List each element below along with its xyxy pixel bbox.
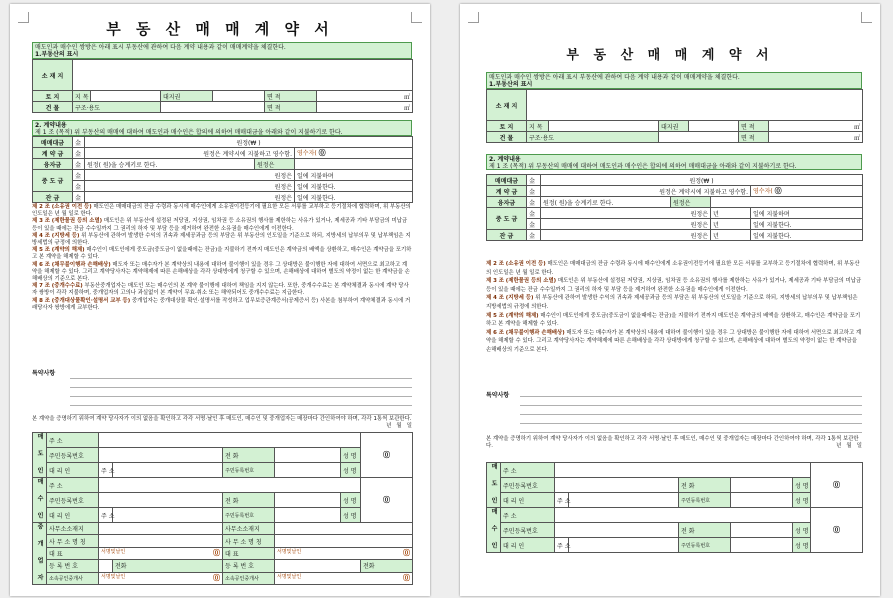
clause-2: 제 2 조 (소유권 이전 등) 매도인은 매매대금의 잔금 수령과 동시에 매수인에게 소유권이전등기에 필요한 모든 서류를 교부하고 등기절차에 협력하며, 위 부동산의 인도일은 년 월 일로 한다. [32, 204, 411, 218]
building-area-unit-2: ㎡ [769, 132, 863, 143]
broker-name-label-2: 사 무 소 명 칭 [223, 535, 275, 547]
sign-year-2: 년 [836, 443, 842, 449]
property-section-heading: 1.부동산의 표시 [35, 51, 79, 58]
article-1-text: 제 1 조 (목적) 위 부동산의 매매에 대하여 매도인과 매수인은 합의에 의하여 매매대금을 아래와 같이 지불하기로 한다. [35, 129, 343, 136]
land-label-2: 토 지 [487, 121, 527, 132]
special-terms-label-2: 특약사항 [486, 392, 510, 399]
buyer-agent-id-field[interactable] [275, 508, 341, 523]
interim-won-mark-2a: 金 [527, 208, 541, 219]
seller-name-label-2: 성 명 [793, 478, 811, 493]
building-structure-field[interactable] [161, 102, 265, 113]
seller-address-field-2[interactable] [555, 463, 811, 478]
balance-label-2: 잔 금 [487, 230, 527, 241]
clause-3: 제 3 조 (제한물권 등의 소멸) 매도인은 위 부동산에 설정된 저당권, 지상권, 임차권 등 소유권의 행사를 제한하는 사유가 있거나, 제세공과 기타 부담금의 미납금 등이 있을 때에는 잔금 수수일까지 그 권리의 하자 및 부담 등을 제거하여 완전한 소유권을 매수인에게 이전한다. [32, 218, 408, 232]
buyer-phone-field-2[interactable] [731, 523, 793, 538]
land-jimok-label: 지 목 [73, 91, 91, 102]
clause-5-right: 제 5 조 (계약의 해제) 매수인이 매도인에게 중도금(중도금이 없을때에는 잔금)을 지불하기 전까지 매도인은 계약금의 배액을 상환하고, 매수인은 계약금을 포기하고 본 계약을 해제할 수 있다. [486, 312, 861, 328]
buyer-agent-label: 대 리 인 [47, 508, 99, 523]
broker-phone-label-2: 전화 [361, 560, 413, 572]
buyer-address-field-2[interactable] [555, 508, 811, 523]
seller-agent-addr-field[interactable] [113, 463, 223, 478]
clause-7: 제 7 조 (중개수수료) 부동산중개업자는 매도인 또는 매수인의 본 계약 불이행에 대하여 책임을 지지 않는다. 또한, 중개수수료는 본 계약체결과 동시에 계약 당사자 쌍방이 각각 지불하며, 중개업자의 고의나 과실없이 본 계약이 무효·취소 또는 해약되어도 중개수수료는 지급한다. [32, 283, 409, 297]
price-won-mark-2: 金 [527, 175, 541, 186]
broker-office-label-2: 사무소소재지 [223, 523, 275, 535]
clauses-block-right [486, 260, 862, 355]
property-table [32, 59, 413, 113]
interim-label: 중 도 금 [33, 170, 73, 192]
seller-address-field[interactable] [99, 433, 361, 448]
broker-name-field[interactable] [99, 535, 223, 547]
sign-day: 일 [406, 423, 412, 429]
seller-agent-label: 대 리 인 [47, 463, 99, 478]
loan-grade-label: 원정은 [255, 159, 295, 170]
clause-3-right: 제 3 조 (제한물권 등의 소멸) 매도인은 위 부동산에 설정된 저당권, 지상권, 임차권 등 소유권의 행사를 제한하는 사유가 있거나, 제세공과 기타 부담금의 미납금 등이 있을 때에는 잔금 수수일까지 그 권리의 하자 및 부담 등을 제거하여 완전한 소유권을 매수인에게 이전한다. [486, 278, 862, 293]
buyer-agent-name-label-2: 성 명 [793, 538, 811, 553]
land-rights-label-2: 대지권 [659, 121, 689, 132]
loan-field-2[interactable]: 원정( 원)을 승계키로 한다. [541, 197, 671, 208]
deposit-won-mark: 金 [73, 148, 85, 159]
buyer-seal-icon-2: ⓪ [811, 508, 863, 553]
seller-label-2: 매 도 인 [487, 463, 501, 508]
seller-agent-id-label: 주민등록번호 [223, 463, 275, 478]
land-area-label-2: 면 적 [739, 121, 769, 132]
balance-label: 잔 금 [33, 192, 73, 203]
clause-4: 제 4 조 (지방세 등) 위 부동산에 관하여 발생한 수익의 귀속과 제세공과금 등의 부담은 위 부동산의 인도일을 기준으로 하되, 지방세의 납부의무 및 납부책임은 지방세법의 규정에 의한다. [32, 232, 411, 247]
seller-agent-name-label-2: 성 명 [793, 493, 811, 508]
broker-agent-sign[interactable]: 서명및날인 ⓪ [99, 572, 223, 584]
deposit-receipt[interactable] [295, 148, 413, 159]
balance-date-2[interactable]: 일에 지불한다. [751, 230, 863, 241]
land-jimok-field[interactable] [91, 91, 161, 102]
balance-won-mark-2: 金 [527, 230, 541, 241]
loan-won-mark-2: 金 [527, 197, 541, 208]
loan-grade-label-2: 원정은 [671, 197, 711, 208]
land-jimok-field-2[interactable] [549, 121, 659, 132]
building-area-label: 면 적 [265, 102, 317, 113]
balance-amount[interactable]: 원정은 [85, 192, 295, 203]
contract-section-banner [32, 120, 412, 136]
broker-reg-label-2: 등 록 번 호 [223, 560, 275, 572]
building-label-2: 건 물 [487, 132, 527, 143]
land-rights-label: 대지권 [161, 91, 213, 102]
sign-year: 년 [386, 423, 392, 429]
deposit-receipt-2[interactable] [751, 186, 863, 197]
seller-agent-name-label: 성 명 [341, 463, 361, 478]
building-area-unit: ㎡ [317, 102, 413, 113]
parties-table-left [32, 432, 413, 585]
seller-phone-field[interactable] [275, 448, 341, 463]
buyer-phone-label-2: 전 화 [679, 523, 731, 538]
land-rights-field-2[interactable] [689, 121, 739, 132]
seller-phone-label-2: 전 화 [679, 478, 731, 493]
land-area-unit: ㎡ [317, 91, 413, 102]
land-area-unit-2: ㎡ [769, 121, 863, 132]
loan-won-mark: 金 [73, 159, 85, 170]
land-rights-field[interactable] [213, 91, 265, 102]
broker-agent-seal-icon-2: ⓪ [403, 574, 410, 583]
price-label: 매매대금 [33, 137, 73, 148]
payment-table [32, 136, 413, 203]
clause-8: 제 8 조 (중개대상물확인·설명서 교부 등) 중개업자는 중개대상물 확인·설명서를 작성하고 업무보증관계증서(공제증서 등) 사본을 첨부하여 계약체결과 동시에 거래당사자 쌍방에게 교부한다. [32, 297, 411, 311]
seller-phone-label: 전 화 [223, 448, 275, 463]
seller-agent-id-field[interactable] [275, 463, 341, 478]
buyer-id-field-2[interactable] [555, 523, 679, 538]
seller-phone-field-2[interactable] [731, 478, 793, 493]
clause-6: 제 6 조 (채무불이행과 손해배상) 매도자 또는 매수자가 본 계약상의 내용에 대하여 불이행이 있을 경우 그 상대방은 불이행한 자에 대하여 서면으로 최고하고 계약을 해제할 수 있다. 그리고 계약당사자는 계약해제에 따른 손해배상을 각각 상대방에게 청구할 수 있으며, 손해배상에 대하여 별도의 약정이 없는 한 계약금을 손해배상의 기준으로 본다. [32, 261, 410, 283]
loan-succession-field[interactable] [295, 159, 413, 170]
seal-icon: ⓪ [318, 149, 326, 157]
document-title: 부 동 산 매 매 계 약 서 [106, 20, 334, 38]
location-field[interactable] [73, 60, 413, 91]
broker-office-field-2[interactable] [275, 523, 413, 535]
loan-label: 융자금 [33, 159, 73, 170]
sign-month-2: 월 [846, 443, 852, 449]
interim-won-mark-1: 金 [73, 170, 85, 181]
broker-reg-field-2[interactable] [275, 560, 361, 572]
contract-section-heading: 2. 계약내용 [35, 122, 67, 129]
balance-amount-2[interactable]: 원정은 [541, 230, 711, 241]
sign-month: 월 [396, 423, 402, 429]
special-terms-lines-2[interactable] [520, 388, 862, 433]
buyer-phone-label: 전 화 [223, 493, 275, 508]
buyer-agent-name-label: 성 명 [341, 508, 361, 523]
receipt-label-2: 영수자( [753, 188, 773, 195]
interim-won-mark-2: 金 [73, 181, 85, 192]
land-area-label: 면 적 [265, 91, 317, 102]
buyer-agent-addr-label: 주 소 [99, 508, 113, 523]
receipt-label: 영수자( [297, 150, 317, 157]
broker-name-field-2[interactable] [275, 535, 413, 547]
broker-phone-label: 전화 [113, 560, 223, 572]
interim-year-2a: 년 [711, 208, 751, 219]
building-label: 건 물 [33, 102, 73, 113]
seller-agent-id-label-2: 주민등록번호 [679, 493, 731, 508]
broker-agent-sign-2[interactable]: 서명및날인 ⓪ [275, 572, 413, 584]
page-corner-mark [861, 12, 872, 23]
interim-amount-2a[interactable]: 원정은 [541, 208, 711, 219]
buyer-id-label: 주민등록번호 [47, 493, 99, 508]
buyer-agent-label-2: 대 리 인 [501, 538, 555, 553]
buyer-agent-id-label-2: 주민등록번호 [679, 538, 731, 553]
document-page-left [10, 4, 430, 596]
buyer-seal-icon: ⓪ [361, 478, 413, 523]
broker-office-field[interactable] [99, 523, 223, 535]
location-label-2: 소 재 지 [487, 90, 527, 121]
buyer-name-label: 성 명 [341, 493, 361, 508]
seller-agent-addr-label: 주 소 [99, 463, 113, 478]
deposit-note: 원정은 계약시에 지불하고 영수함. [85, 148, 295, 159]
price-won-mark: 金 [73, 137, 85, 148]
buyer-agent-addr-field[interactable] [113, 508, 223, 523]
interim-year-2b: 년 [711, 219, 751, 230]
parties-table-right [486, 462, 863, 553]
interim-amount-2[interactable]: 원정은 [85, 181, 295, 192]
buyer-agent-addr-field-2[interactable] [569, 538, 679, 553]
seal-icon-2: ⓪ [774, 187, 782, 195]
buyer-agent-id-label: 주민등록번호 [223, 508, 275, 523]
buyer-address-label-2: 주 소 [501, 508, 555, 523]
signing-statement: 본 계약을 증명하기 위하여 계약 당사자가 이의 없음을 확인하고 각각 서명·날인 후 매도인, 매수인 및 중개업자는 매장마다 간인하여야 하며, 각각 1통씩 보관한다. 년 월 일 [32, 416, 412, 429]
clause-4-right: 제 4 조 (지방세 등) 위 부동산에 관하여 발생한 수익의 귀속과 제세공과금 등의 부담은 위 부동산의 인도일을 기준으로 하되, 지방세의 납부의무 및 납부책임은 지방세법의 규정에 의한다. [486, 295, 858, 310]
interim-date-2[interactable]: 일에 지불한다. [295, 181, 413, 192]
balance-year-2: 년 [711, 230, 751, 241]
seller-id-field-2[interactable] [555, 478, 679, 493]
seller-id-label-2: 주민등록번호 [501, 478, 555, 493]
building-area-label-2: 면 적 [739, 132, 769, 143]
buyer-phone-field[interactable] [275, 493, 341, 508]
deposit-label: 계 약 금 [33, 148, 73, 159]
property-table-2 [486, 89, 863, 143]
payment-table-2 [486, 174, 863, 241]
interim-date-2a[interactable]: 일에 지불하며 [751, 208, 863, 219]
seller-seal-icon-2: ⓪ [811, 463, 863, 508]
location-field-2[interactable] [527, 90, 863, 121]
buyer-address-field[interactable] [99, 478, 361, 493]
broker-seal-icon: ⓪ [213, 549, 220, 558]
balance-won-mark: 金 [73, 192, 85, 203]
seller-agent-id-field-2[interactable] [731, 493, 793, 508]
broker-seal-icon-2: ⓪ [403, 549, 410, 558]
clause-2-right: 제 2 조 (소유권 이전 등) 매도인은 매매대금의 잔금 수령과 동시에 매수인에게 소유권이전등기에 필요한 모든 서류를 교부하고 등기절차에 협력하며, 위 부동산의 인도일은 년 월 일로 한다. [486, 261, 860, 276]
buyer-label-2: 매 수 인 [487, 508, 501, 553]
page-corner-mark [468, 12, 479, 23]
interim-amount-1[interactable]: 원정은 [85, 170, 295, 181]
interim-won-mark-2b: 金 [527, 219, 541, 230]
special-terms-label: 특약사항 [32, 370, 56, 377]
loan-label-2: 융자금 [487, 197, 527, 208]
document-page-right [460, 4, 880, 596]
buyer-id-field[interactable] [99, 493, 223, 508]
interim-date-1[interactable]: 일에 지불하며 [295, 170, 413, 181]
clause-6-right: 제 6 조 (채무불이행과 손해배상) 매도자 또는 매수자가 본 계약상의 내용에 대하여 불이행이 있을 경우 그 상대방은 불이행한 자에 대하여 서면으로 최고하고 계약을 해제할 수 있다. 그리고 계약당사자는 계약해제에 따른 손해배상을 각각 상대방에게 청구할 수 있으며, 손해배상에 대하여 별도의 약정이 없는 한 계약금을 손해배상의 기준으로 본다. [486, 329, 862, 353]
seller-label: 매 도 인 [33, 433, 47, 478]
contract-section-banner-2 [486, 154, 862, 170]
seller-address-label-2: 주 소 [501, 463, 555, 478]
intro-banner [32, 42, 412, 59]
document-title-2: 부 동 산 매 매 계 약 서 [566, 48, 774, 63]
intro-banner-2 [486, 72, 862, 89]
buyer-label: 매 수 인 [33, 478, 47, 523]
contract-section-heading-2: 2. 계약내용 [489, 156, 521, 163]
seller-agent-label-2: 대 리 인 [501, 493, 555, 508]
broker-reg-label: 등 록 번 호 [47, 560, 99, 572]
broker-agent-label: 소속공인중개사 [47, 572, 99, 584]
seller-id-label: 주민등록번호 [47, 448, 99, 463]
seller-id-field[interactable] [99, 448, 223, 463]
deposit-label-2: 계 약 금 [487, 186, 527, 197]
deposit-note-2: 원정은 계약시에 지불하고 영수함. [541, 186, 751, 197]
buyer-agent-id-field-2[interactable] [731, 538, 793, 553]
property-section-heading-2: 1.부동산의 표시 [489, 81, 533, 88]
price-label-2: 매매대금 [487, 175, 527, 186]
land-label: 토 지 [33, 91, 73, 102]
building-structure-label-2: 구조·용도 [527, 132, 659, 143]
building-structure-field-2[interactable] [659, 132, 739, 143]
signing-statement-2: 본 계약을 증명하기 위하여 계약 당사자가 이의 없음을 확인하고 각각 서명·날인 후 매도인, 매수인 및 중개업자는 매장마다 간인하여야 하며, 각각 1통씩 보관한다. 년 월 일 [486, 436, 862, 449]
seller-agent-addr-field-2[interactable] [569, 493, 679, 508]
buyer-agent-addr-label-2: 주 소 [555, 538, 569, 553]
intro-text: 매도인과 매수인 쌍방은 아래 표시 부동산에 관하여 다음 계약 내용과 같이 매매계약을 체결한다. [35, 44, 286, 51]
broker-label: 중 개 업 자 [33, 523, 47, 585]
buyer-id-label-2: 주민등록번호 [501, 523, 555, 538]
sign-day-2: 일 [856, 443, 862, 449]
price-field[interactable]: 원정(₩ ) [85, 137, 413, 148]
broker-agent-label-2: 소속공인중개사 [223, 572, 275, 584]
broker-agent-seal-icon: ⓪ [213, 574, 220, 583]
clause-5: 제 5 조 (계약의 해제) 매수인이 매도인에게 중도금(중도금이 없을때에는 잔금)을 지불하기 전까지 매도인은 계약금의 배액을 상환하고, 매수인은 계약금을 포기하고 본 계약을 해제할 수 있다. [32, 247, 412, 261]
seller-seal-icon: ⓪ [361, 433, 413, 478]
interim-label-2: 중 도 금 [487, 208, 527, 230]
broker-rep-label: 대 표 [47, 547, 99, 559]
interim-date-2b[interactable]: 일에 지불한다. [751, 219, 863, 230]
balance-date[interactable]: 일에 지불한다. [295, 192, 413, 203]
seller-name-label: 성 명 [341, 448, 361, 463]
location-label: 소 재 지 [33, 60, 73, 91]
building-structure-label: 구조·용도 [73, 102, 161, 113]
broker-rep-sign[interactable]: 서명및날인 ⓪ [99, 547, 223, 559]
article-1-text-2: 제 1 조 (목적) 위 부동산의 매매에 대하여 매도인과 매수인은 합의에 의하여 매매대금을 아래와 같이 지불하기로 한다. [489, 163, 797, 170]
land-jimok-label-2: 지 목 [527, 121, 549, 132]
interim-amount-2b[interactable]: 원정은 [541, 219, 711, 230]
price-field-2[interactable]: 원정(₩ ) [541, 175, 863, 186]
buyer-name-label-2: 성 명 [793, 523, 811, 538]
seller-address-label: 주 소 [47, 433, 99, 448]
broker-reg-field[interactable] [99, 560, 113, 572]
deposit-won-mark-2: 金 [527, 186, 541, 197]
special-terms-lines[interactable] [70, 370, 412, 415]
broker-rep-label-2: 대 표 [223, 547, 275, 559]
loan-field[interactable]: 원정( 원)을 승계키로 한다. [85, 159, 255, 170]
broker-name-label: 사 무 소 명 칭 [47, 535, 99, 547]
seller-agent-addr-label-2: 주 소 [555, 493, 569, 508]
broker-rep-sign-2[interactable]: 서명및날인 ⓪ [275, 547, 413, 559]
loan-succession-field-2[interactable] [711, 197, 863, 208]
intro-text-2: 매도인과 매수인 쌍방은 아래 표시 부동산에 관하여 다음 계약 내용과 같이 매매계약을 체결한다. [489, 74, 740, 81]
broker-office-label: 사무소소재지 [47, 523, 99, 535]
clauses-block-left [32, 204, 412, 312]
buyer-address-label: 주 소 [47, 478, 99, 493]
